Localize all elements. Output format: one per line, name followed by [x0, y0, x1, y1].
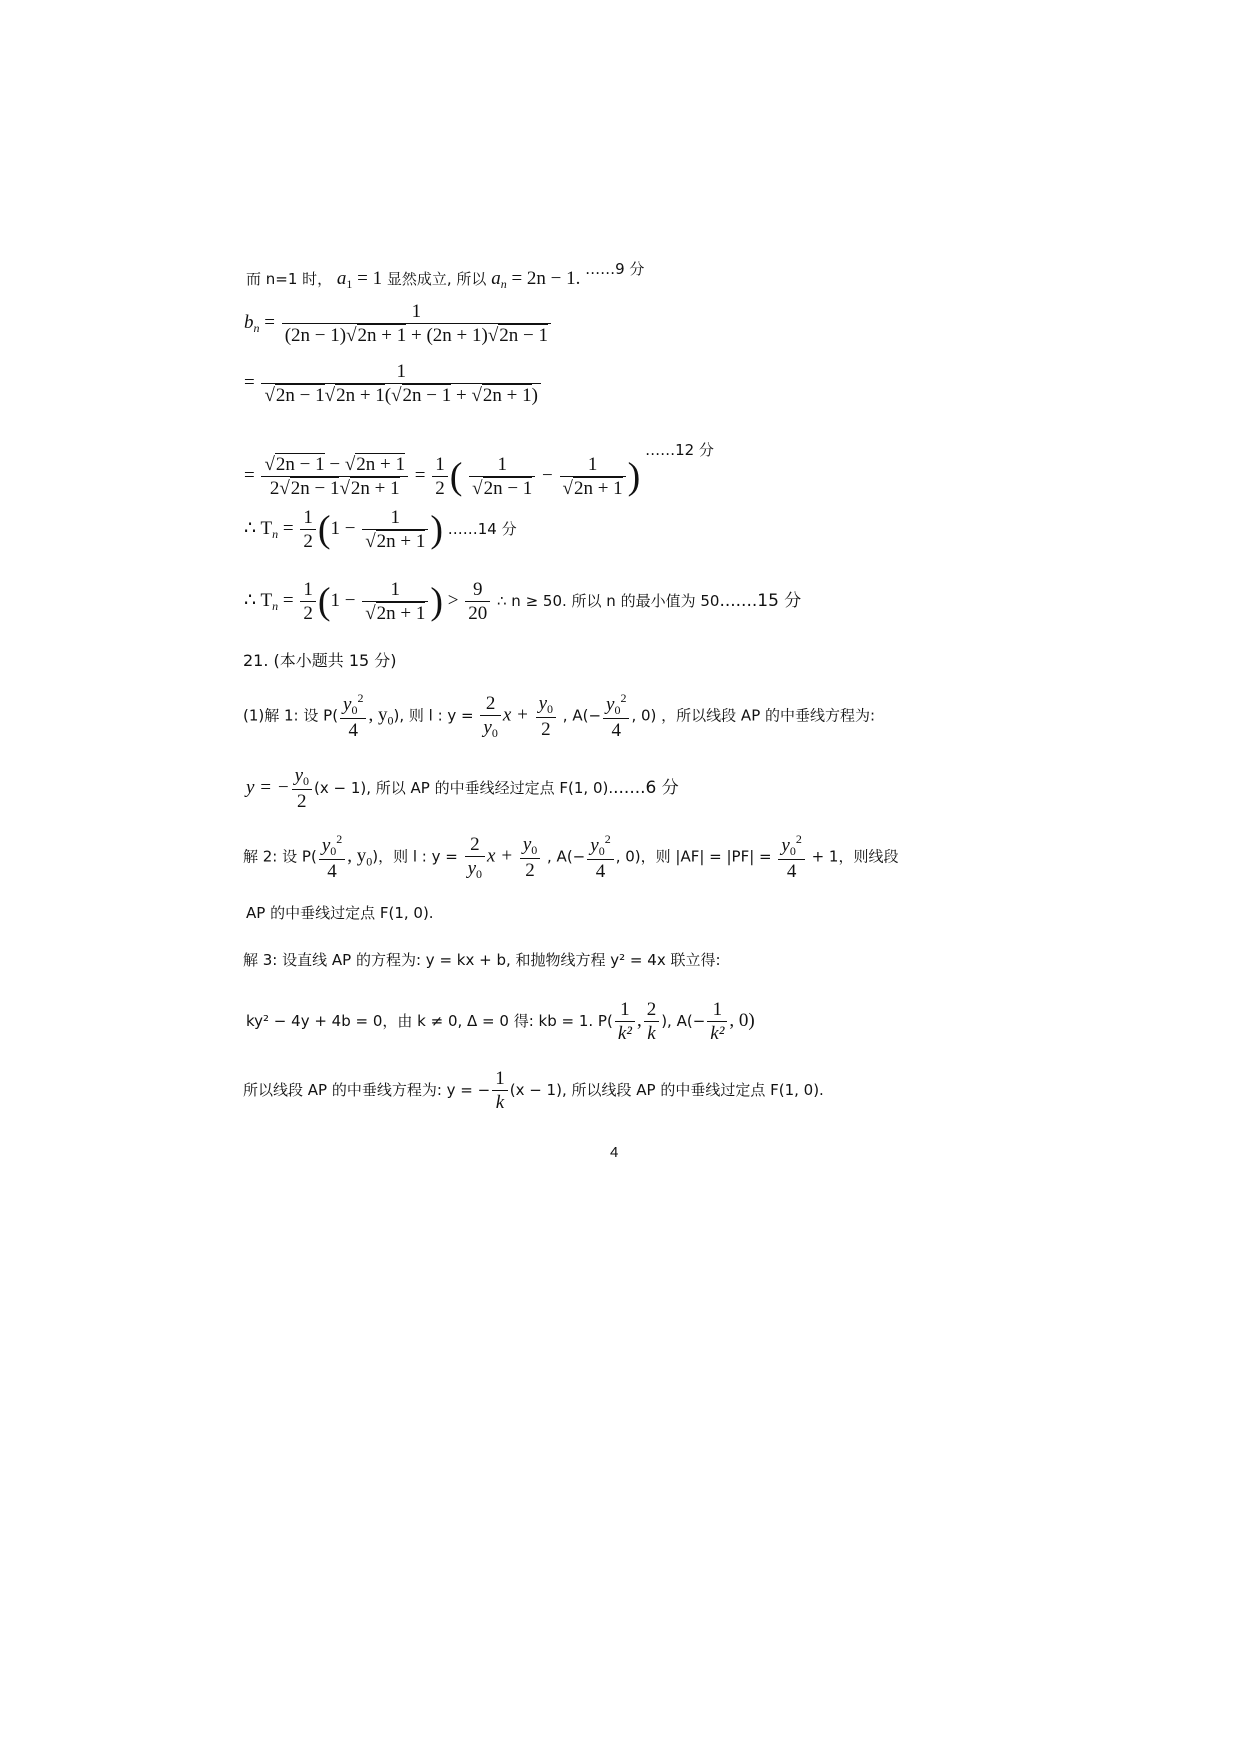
- sol3-ax-den: k²: [710, 1023, 725, 1044]
- tn2-frac-den: 20: [468, 603, 488, 624]
- sol3-line3: [243, 1069, 824, 1112]
- bn-den2: (2n + 1): [426, 325, 488, 346]
- sol1-line2: [246, 766, 679, 811]
- seq-prefix: 而 n=1 时，: [246, 270, 333, 288]
- sol1-intercept: $\frac{y_0}{2}$: [536, 694, 556, 739]
- sol1-twob: 2: [541, 718, 551, 740]
- sol1-line1: (1)解 1: 设 P( $\frac{y_0^2}{4}$ , $y_0$), 则 l : y = $\frac{2}{y_0}$ x + $\frac{y_0}{2}$ , A(− $\frac{y_0^2}{4}$ , 0) ，所以线段 AP 的中垂线方程为:: [243, 691, 876, 741]
- tn2-fnum: 1: [362, 580, 428, 602]
- sol2-d: , A(−: [542, 847, 586, 866]
- bn-rad1: 2n + 1: [357, 325, 407, 346]
- step2-r3: 2n − 1: [402, 385, 452, 406]
- sol2-a: 解 2: 设 P(: [243, 847, 317, 866]
- sol1-four: 4: [348, 720, 359, 741]
- sol1-line2-b: (x − 1), 所以 AP 的中垂线经过定点 F(1, 0).: [314, 778, 614, 797]
- sol1-p-frac: $\frac{y_0^2}{4}$: [340, 692, 366, 740]
- tn2-conclusion: ∴ n ≥ 50. 所以 n 的最小值为 50: [496, 591, 720, 610]
- step2-r4: 2n + 1: [482, 385, 532, 406]
- sol3-px-den: k²: [617, 1023, 632, 1044]
- sol3-slope-den: k: [495, 1092, 505, 1113]
- sol1-b: , y: [368, 704, 388, 726]
- sol3-bisector-slope: [492, 1069, 508, 1112]
- tn2-frac-num: 9: [465, 580, 490, 602]
- an-formula: = 2n − 1.: [506, 268, 581, 289]
- sol1-c: ), 则 l : y =: [393, 706, 479, 725]
- sol2-line2-text: AP 的中垂线过定点 F(1, 0).: [246, 904, 434, 922]
- tn1-fnum: 1: [362, 508, 428, 530]
- tn2-half: [300, 580, 316, 623]
- sol1-e: , 0) ，所以线段 AP 的中垂线方程为:: [631, 706, 876, 725]
- sol2-e: , 0)，则 |AF| = |PF| =: [615, 847, 777, 866]
- bn-num: 1: [282, 302, 551, 324]
- sol3-line3-a: 所以线段 AP 的中垂线方程为: y = −: [243, 1080, 491, 1099]
- bn-eq: =: [259, 311, 280, 333]
- step3-minus: −: [324, 454, 345, 476]
- sol2-c: )，则 l : y =: [372, 847, 463, 866]
- bn-symbol: b: [244, 311, 254, 333]
- bn-den1: (2n − 1): [284, 325, 347, 346]
- question-21-heading: 21. (本小题共 15 分): [243, 651, 397, 670]
- tn2-half-den: 2: [303, 603, 313, 624]
- step3-frac-b: $\frac{1}{√2n + 1}$: [560, 455, 626, 498]
- sol2-a-frac: $\frac{y_0^2}{4}$: [587, 833, 613, 881]
- seq-text: 显然成立, 所以: [386, 270, 492, 288]
- step3-eq2: =: [414, 465, 431, 486]
- sol1-y0b: y: [538, 692, 548, 714]
- sol1-a-frac: $\frac{y_0^2}{4}$: [603, 692, 629, 740]
- tn2-eq: =: [278, 589, 299, 611]
- page-number: 4: [610, 1144, 619, 1161]
- sol1-y0sq: y: [343, 694, 352, 715]
- step3-rb: 2n + 1: [573, 478, 623, 500]
- step2-eq: =: [244, 371, 260, 393]
- tn1-half: [300, 508, 316, 551]
- sol1-line2-frac: $\frac{y_0}{2}$: [292, 766, 312, 811]
- sol3-px-num: 1: [615, 1000, 635, 1022]
- sol3-line1: [243, 950, 721, 969]
- step3-den-r1: 2n − 1: [290, 478, 340, 500]
- sol3-line2-b: ), A(−: [661, 1011, 706, 1030]
- step3-half: [432, 455, 448, 498]
- bn-rad2: 2n − 1: [499, 325, 548, 346]
- sol1-two: 2: [480, 694, 500, 716]
- sol2-b: , y: [347, 845, 367, 867]
- sol3-line1-text: 解 3: 设直线 AP 的方程为: y = kx + b, 和抛物线方程 y² = 4x 联立得:: [243, 951, 721, 969]
- tn1-half-num: 1: [300, 508, 316, 530]
- tn2-therefore: ∴ T: [244, 589, 273, 611]
- step3-den-r2: 2n + 1: [350, 478, 400, 500]
- sol3-line2-a: ky² − 4y + 4b = 0，由 k ≠ 0, Δ = 0 得: kb = 1. P(: [246, 1011, 613, 1030]
- sol2-intercept: $\frac{y_0}{2}$: [520, 835, 540, 880]
- sol2-f: + 1，则线段: [806, 847, 899, 866]
- bn-fraction: $\frac{1}{(2n - 1)√2n + 1 + (2n + 1)√2n - 1}$: [282, 302, 551, 345]
- tn1-half-den: 2: [303, 531, 313, 552]
- score-14: ……14 分: [447, 519, 517, 538]
- a1-symbol: a: [336, 268, 347, 289]
- step3-half-den: 2: [435, 478, 445, 500]
- step3-frac-a: $\frac{1}{√2n - 1}$: [469, 455, 535, 498]
- tn1-one: 1 −: [330, 517, 361, 539]
- step3-half-num: 1: [432, 455, 448, 477]
- score-12: ……12 分: [645, 441, 714, 459]
- step3-num-r2: 2n + 1: [356, 454, 405, 476]
- step3-one-b: 1: [560, 455, 626, 477]
- step2-fraction: $\frac{1}{√2n - 1√2n + 1(√2n - 1 + √2n + 1)}$: [261, 362, 541, 405]
- score-15: .......15 分: [719, 590, 802, 611]
- step3-one-a: 1: [469, 455, 535, 477]
- bn-plus: +: [406, 325, 427, 346]
- tn2-ninetwentieths: [465, 580, 490, 623]
- step2-r1: 2n − 1: [275, 385, 325, 406]
- sol3-py-num: 2: [644, 1000, 660, 1022]
- sol1-xplus: x +: [502, 704, 534, 726]
- tn1-eq: =: [278, 517, 299, 539]
- a1-value: = 1: [352, 268, 383, 289]
- score-6: ......6 分: [613, 777, 679, 798]
- sol2-line1: 解 2: 设 P( $\frac{y_0^2}{4}$ , $y_0$)，则 l : y = $\frac{2}{y_0}$ x + $\frac{y_0}{2}$ , A(− $\frac{y_0^2}{4}$ , 0)，则 |AF| = |PF| = $\frac{y_0^2}{4}$ + 1，则线段: [243, 832, 899, 882]
- sol1-line2-a: y = −: [246, 776, 290, 798]
- tn1-therefore: ∴ T: [244, 517, 273, 539]
- step2-r2: 2n + 1: [336, 385, 385, 406]
- sol1-slope: $\frac{2}{y_0}$: [480, 694, 500, 739]
- bn-step3: = $\frac{√2n - 1 - √2n + 1}{2√2n - 1√2n + 1}$ = $\frac{1}{2}$ ( $\frac{1}{√2n - 1}$ − $\frac{1}{√2n + 1}$ ) $^{\dots\dots 12 分}$: [244, 441, 714, 500]
- sol2-dist-frac: $\frac{y_0^2}{4}$: [778, 833, 804, 881]
- tn2-gt: >: [443, 589, 464, 611]
- sol2-line2: [246, 903, 434, 922]
- sol3-line3-b: (x − 1), 所以线段 AP 的中垂线过定点 F(1, 0).: [509, 1080, 824, 1099]
- tn-inequality: ∴ $T_n$ = $\frac{1}{2}$ (1 − $\frac{1}{√2n + 1}$ ) > $\frac{9}{20}$ ∴ n ≥ 50. 所以 n 的最小值为 50.......15 分: [244, 579, 802, 624]
- tn-formula: ∴ $T_n$ = $\frac{1}{2}$ (1 − $\frac{1}{√2n + 1}$ ) ……14 分: [244, 507, 517, 552]
- step2-num: 1: [261, 362, 541, 384]
- sol3-line2: ky² − 4y + 4b = 0，由 k ≠ 0, Δ = 0 得: kb = 1. P( $\frac{1}{\text{k²}}$ , $\frac{2}{k}$ ), A(− $\frac{1}{\text{k²}}$ , 0): [246, 999, 755, 1044]
- sol3-ax: [707, 1000, 727, 1043]
- sol2-p-frac: $\frac{y_0^2}{4}$: [319, 833, 345, 881]
- tn2-frac: $\frac{1}{√2n + 1}$: [362, 580, 428, 623]
- bn-step2: [244, 362, 543, 405]
- sol3-ax-num: 1: [707, 1000, 727, 1022]
- sol3-py: [644, 1000, 660, 1043]
- sol1-y0: y: [483, 716, 492, 738]
- bn-definition: $b_n$ = $\frac{1}{(2n - 1)√2n + 1 + (2n + 1)√2n - 1}$: [244, 302, 553, 345]
- sol3-px: [615, 1000, 635, 1043]
- step3-ra: 2n − 1: [483, 478, 533, 500]
- sol1-a: (1)解 1: 设 P(: [243, 706, 339, 725]
- sol1-d: , A(−: [558, 706, 602, 725]
- sol3-slope-num: 1: [492, 1069, 508, 1091]
- tn2-half-num: 1: [300, 580, 316, 602]
- step3-den-pre: 2: [269, 478, 280, 500]
- step3-eq: =: [244, 465, 260, 486]
- tn1-rad: 2n + 1: [376, 531, 426, 552]
- step3-num-r1: 2n − 1: [275, 454, 325, 476]
- seq-conclusion-line: 而 n=1 时， $a_1 = 1$ 显然成立, 所以 $a_n = 2n - 1$. $^{\dots\dots 9 分}$: [246, 260, 645, 291]
- tn2-one: 1 −: [330, 589, 361, 611]
- sol3-line2-c: , 0): [729, 1009, 755, 1031]
- sol2-slope: $\frac{2}{y_0}$: [465, 835, 485, 880]
- tn1-frac: $\frac{1}{√2n + 1}$: [362, 508, 428, 551]
- sol3-py-den: k: [647, 1023, 656, 1044]
- tn2-rad: 2n + 1: [376, 603, 426, 624]
- step3-fraction: $\frac{√2n - 1 - √2n + 1}{2√2n - 1√2n + 1}$: [261, 455, 408, 498]
- score-9: ……9 分: [585, 260, 645, 278]
